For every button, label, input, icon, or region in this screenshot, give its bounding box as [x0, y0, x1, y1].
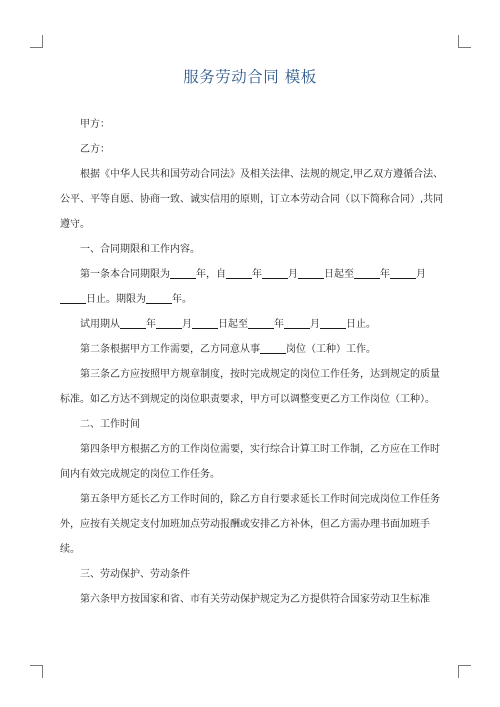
section-1-heading: 一、合同期限和工作内容。 — [80, 244, 200, 255]
blank-field[interactable] — [192, 316, 218, 329]
probation-text-2: 年 — [146, 319, 156, 330]
party-b-line: 乙方： — [80, 144, 110, 155]
blank-field[interactable] — [226, 266, 252, 279]
article-1-text-3: 年 — [252, 269, 262, 280]
party-a-line: 甲方： — [80, 119, 110, 130]
blank-field[interactable] — [298, 266, 324, 279]
article-1-text-7: 月 — [416, 269, 426, 280]
article-1-text-9: 年。 — [172, 294, 192, 305]
crop-mark-top-left — [30, 35, 43, 48]
probation-text-1: 试用期从 — [80, 319, 120, 330]
crop-mark-bottom-right — [458, 665, 471, 678]
crop-mark-bottom-left — [30, 665, 43, 678]
blank-field[interactable] — [60, 291, 86, 304]
article-1-text-2: 年，自 — [196, 269, 226, 280]
section-3-heading: 三、劳动保护、劳动条件 — [80, 569, 190, 580]
blank-field[interactable] — [262, 266, 288, 279]
document-body — [60, 112, 445, 612]
blank-field[interactable] — [320, 316, 346, 329]
probation-text-3: 月 — [182, 319, 192, 330]
article-1-text-1: 第一条本合同期限为 — [80, 269, 170, 280]
article-1-text-8: 日止。期限为 — [86, 294, 146, 305]
article-1-text-4: 月 — [288, 269, 298, 280]
article-2 — [60, 337, 445, 362]
probation-line — [60, 312, 445, 337]
article-2-text-2: 岗位（工种）工作。 — [286, 344, 376, 355]
document-title: 服务劳动合同 模板 — [183, 68, 317, 86]
blank-field[interactable] — [248, 316, 274, 329]
blank-field[interactable] — [284, 316, 310, 329]
blank-field[interactable] — [354, 266, 380, 279]
article-1-text-6: 年 — [380, 269, 390, 280]
article-2-text-1: 第二条根据甲方工作需要，乙方同意从事 — [80, 344, 260, 355]
blank-field[interactable] — [156, 316, 182, 329]
blank-field[interactable] — [260, 341, 286, 354]
intro-paragraph: 根据《中华人民共和国劳动合同法》及相关法律、法规的规定,甲乙双方遵循合法、公平、平等自愿、协商一致、诚实信用的原则，订立本劳动合同（以下简称合同）,共同遵守。 — [60, 169, 444, 230]
article-3: 第三条乙方应按照甲方规章制度，按时完成规定的岗位工作任务，达到规定的质量标准。如乙方达不到规定的岗位职责要求，甲方可以调整变更乙方工作岗位（工种）。 — [60, 369, 440, 405]
article-6: 第六条甲方按国家和省、市有关劳动保护规定为乙方提供符合国家劳动卫生标准 — [80, 594, 430, 605]
blank-field[interactable] — [170, 266, 196, 279]
article-5: 第五条甲方延长乙方工作时间的，除乙方自行要求延长工作时间完成岗位工作任务外，应按有关规定支付加班加点劳动报酬或安排乙方补休，但乙方需办理书面加班手续。 — [60, 494, 440, 555]
article-1-text-5: 日起至 — [324, 269, 354, 280]
blank-field[interactable] — [146, 291, 172, 304]
article-4: 第四条甲方根据乙方的工作岗位需要，实行综合计算工时工作制，乙方应在工作时间内有效完成规定的岗位工作任务。 — [60, 444, 440, 480]
probation-text-4: 日起至 — [218, 319, 248, 330]
probation-text-6: 月 — [310, 319, 320, 330]
probation-text-5: 年 — [274, 319, 284, 330]
crop-mark-top-right — [458, 35, 471, 48]
blank-field[interactable] — [120, 316, 146, 329]
section-2-heading: 二、工作时间 — [80, 419, 140, 430]
blank-field[interactable] — [390, 266, 416, 279]
probation-text-7: 日止。 — [346, 319, 376, 330]
article-1 — [60, 262, 445, 312]
